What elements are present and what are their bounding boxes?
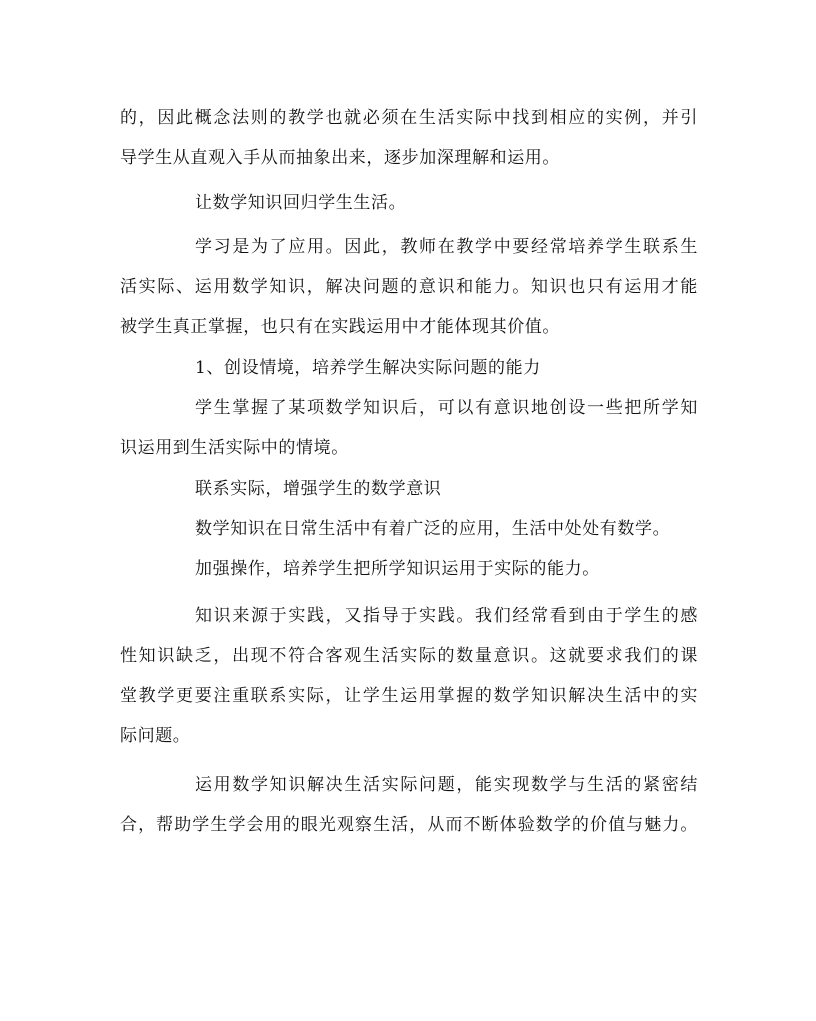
paragraph-line: 导学生从直观入手从而抽象出来，逐步加深理解和运用。 — [120, 148, 560, 169]
document-body — [120, 98, 698, 845]
paragraph-line: 数学知识在日常生活中有着广泛的应用，生活中处处有数学。 — [195, 518, 671, 539]
paragraph-line: 堂教学更要注重联系实际，让学生运用掌握的数学知识解决生活中的实 — [120, 686, 698, 707]
paragraph-line: 被学生真正掌握，也只有在实践运用中才能体现其价值。 — [120, 317, 560, 338]
paragraph-4 — [120, 348, 698, 388]
paragraph-line: 加强操作，培养学生把所学知识运用于实际的能力。 — [195, 559, 600, 580]
paragraph-1 — [120, 98, 698, 179]
paragraph-10 — [120, 765, 698, 846]
paragraph-3 — [120, 227, 698, 348]
paragraph-line: 运用数学知识解决生活实际问题，能实现数学与生活的紧密结 — [195, 774, 698, 795]
paragraph-8 — [120, 549, 698, 589]
paragraph-line: 际问题。 — [120, 726, 191, 747]
paragraph-line: 1、创设情境，培养学生解决实际问题的能力 — [195, 357, 541, 378]
paragraph-6 — [120, 469, 698, 509]
paragraph-line: 识运用到生活实际中的情境。 — [120, 438, 349, 459]
paragraph-2 — [120, 183, 698, 223]
paragraph-line: 知识来源于实践，又指导于实践。我们经常看到由于学生的感 — [195, 605, 698, 626]
paragraph-line: 学生掌握了某项数学知识后，可以有意识地创设一些把所学知 — [195, 398, 698, 419]
paragraph-line: 的，因此概念法则的教学也就必须在生活实际中找到相应的实例，并引 — [120, 108, 698, 128]
paragraph-5 — [120, 388, 698, 469]
paragraph-line: 让数学知识回归学生生活。 — [195, 192, 407, 213]
paragraph-line: 联系实际，增强学生的数学意识 — [195, 478, 442, 499]
paragraph-line: 学习是为了应用。因此，教师在教学中要经常培养学生联系生 — [195, 236, 698, 257]
paragraph-line: 性知识缺乏，出现不符合客观生活实际的数量意识。这就要求我们的课 — [120, 645, 698, 666]
paragraph-7 — [120, 509, 698, 549]
paragraph-line: 合，帮助学生学会用的眼光观察生活，从而不断体验数学的价值与魅力。 — [120, 815, 698, 836]
paragraph-9 — [120, 596, 698, 757]
paragraph-line: 活实际、运用数学知识，解决问题的意识和能力。知识也只有运用才能 — [120, 277, 698, 298]
